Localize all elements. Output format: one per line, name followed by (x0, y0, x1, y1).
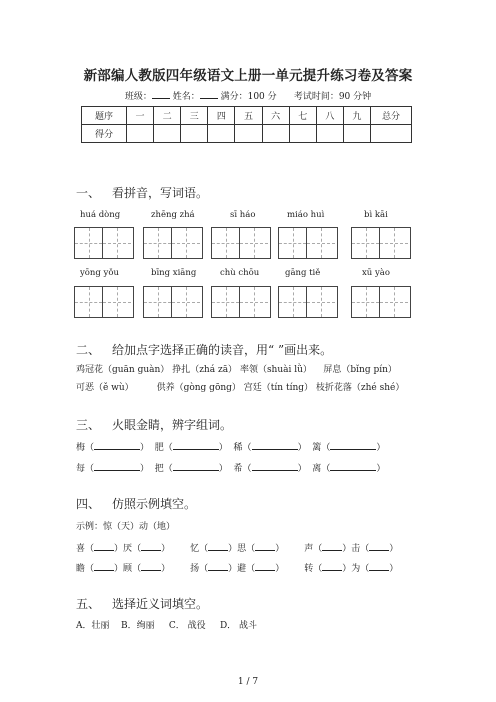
pinyin: miáo huì (287, 210, 325, 220)
option-c[interactable]: C． 战役 (168, 621, 206, 631)
score-header: 七 (289, 107, 316, 125)
section-2-heading (76, 341, 332, 358)
score-cell[interactable] (154, 125, 181, 143)
character: 瞻 (76, 564, 86, 574)
score-header: 三 (181, 107, 208, 125)
section-title: 给加点字选择正确的读音，用“ ”画出来。 (112, 343, 333, 357)
idiom-row-1: 喜（ ）厌（ ） 忆（ ）思（ ） 声（ ）击（ ） (76, 541, 398, 554)
score-header: 九 (343, 107, 370, 125)
section-number: 三、 (76, 418, 101, 432)
writing-box[interactable] (351, 227, 411, 259)
section-number: 四、 (76, 497, 101, 511)
name-blank[interactable] (200, 90, 218, 99)
section-title: 火眼金睛，辨字组词。 (112, 418, 233, 432)
writing-box[interactable] (278, 227, 338, 259)
character: 忆 (190, 544, 200, 554)
answer-blank[interactable] (255, 541, 275, 551)
reading-item[interactable]: 供养（gòng gōng） (156, 383, 241, 393)
answer-blank[interactable] (322, 541, 342, 551)
score-cell[interactable] (181, 125, 208, 143)
character: 把 (154, 464, 164, 474)
section-5-heading (76, 595, 208, 612)
answer-blank[interactable] (330, 440, 376, 450)
answer-blank[interactable] (322, 561, 342, 571)
idiom-row-2: 瞻（ ）顾（ ） 扬（ ）避（ ） 转（ ）为（ ） (76, 561, 398, 574)
answer-blank[interactable] (141, 541, 161, 551)
class-blank[interactable] (152, 90, 170, 99)
character: 转 (304, 564, 314, 574)
pinyin: chù chōu (220, 268, 260, 278)
answer-blank[interactable] (94, 541, 114, 551)
score-header-row (82, 107, 412, 125)
reading-item[interactable]: 宫廷（tín tíng） (243, 383, 314, 393)
exam-time: 考试时间：90 分钟 (293, 92, 372, 102)
score-header: 总分 (371, 107, 412, 125)
score-header: 一 (127, 107, 154, 125)
character: 厌 (123, 544, 133, 554)
word-group-row-2: 每（ ） 把（ ） 希（ ） 离（ ） (76, 461, 385, 474)
reading-item[interactable]: 挣扎（zhá zā） (172, 365, 238, 375)
pinyin: yōng yǒu (80, 268, 119, 278)
reading-item[interactable]: 鸡冠花（guān guàn） (76, 365, 170, 375)
class-label: 班级： (124, 92, 152, 102)
character: 肥 (154, 443, 164, 453)
character: 顾 (123, 564, 133, 574)
page-number: 1 / 7 (237, 677, 259, 687)
score-cell[interactable] (371, 125, 412, 143)
score-cell[interactable] (316, 125, 343, 143)
section-number: 一、 (76, 186, 101, 200)
page-title: 新部编人教版四年级语文上册一单元提升练习卷及答案 (83, 68, 413, 84)
pinyin: xū yào (362, 268, 390, 278)
reading-line-1 (76, 362, 397, 375)
writing-box[interactable] (143, 286, 203, 318)
word-group-row-1: 梅（ ） 肥（ ） 稀（ ） 篱（ ） (76, 440, 385, 453)
character: 击 (351, 544, 361, 554)
pinyin: bì kāi (364, 210, 388, 220)
section-4-heading (76, 495, 196, 512)
answer-blank[interactable] (369, 561, 389, 571)
answer-blank[interactable] (94, 461, 140, 471)
reading-item[interactable]: 屏息（bǐng pín） (323, 365, 397, 375)
character: 离 (312, 464, 322, 474)
section-1-heading (76, 184, 208, 201)
info-line (0, 89, 496, 102)
option-b[interactable]: B．绚丽 (120, 621, 155, 631)
answer-blank[interactable] (330, 461, 376, 471)
section-3-heading (76, 416, 232, 433)
answer-blank[interactable] (141, 561, 161, 571)
score-cell[interactable] (343, 125, 370, 143)
name-label: 姓名： (172, 92, 200, 102)
character: 避 (237, 564, 247, 574)
character: 每 (76, 464, 86, 474)
section-number: 二、 (76, 343, 101, 357)
character: 希 (233, 464, 243, 474)
character: 篱 (312, 443, 322, 453)
section-number: 五、 (76, 597, 101, 611)
score-cell[interactable] (235, 125, 262, 143)
pinyin: bīng xiāng (151, 268, 197, 278)
option-a[interactable]: A．壮丽 (76, 621, 110, 631)
option-d[interactable]: D． 战斗 (219, 621, 258, 631)
reading-line-2 (76, 380, 404, 393)
pinyin: zhēng zhá (151, 210, 195, 220)
score-table (81, 106, 412, 143)
score-header: 六 (262, 107, 289, 125)
character: 思 (237, 544, 247, 554)
character: 声 (304, 544, 314, 554)
score-header: 五 (235, 107, 262, 125)
answer-blank[interactable] (208, 541, 228, 551)
options-line (76, 618, 257, 631)
writing-box[interactable] (351, 286, 411, 318)
reading-item[interactable]: 率领（shuài lǜ） (239, 365, 312, 375)
full-score: 满分：100 分 (220, 92, 277, 102)
answer-blank[interactable] (252, 461, 298, 471)
pinyin: sī háo (230, 210, 256, 220)
answer-blank[interactable] (173, 440, 219, 450)
pinyin: gāng tiě (285, 268, 321, 278)
score-header: 四 (208, 107, 235, 125)
character: 梅 (76, 443, 86, 453)
section-title: 仿照示例填空。 (112, 497, 197, 511)
reading-item[interactable]: 枝折花落（zhé shé） (315, 383, 405, 393)
answer-blank[interactable] (369, 541, 389, 551)
score-value-row (82, 125, 412, 143)
answer-blank[interactable] (94, 440, 140, 450)
character: 喜 (76, 544, 86, 554)
score-cell[interactable] (127, 125, 154, 143)
writing-box[interactable] (211, 227, 271, 259)
answer-blank[interactable] (94, 561, 114, 571)
writing-box[interactable] (74, 286, 134, 318)
writing-box[interactable] (143, 227, 203, 259)
answer-blank[interactable] (173, 461, 219, 471)
score-cell[interactable] (208, 125, 235, 143)
reading-item[interactable]: 可恶（ě wù） (76, 383, 134, 393)
writing-box[interactable] (211, 286, 271, 318)
character: 扬 (190, 564, 200, 574)
score-header: 题序 (82, 107, 127, 125)
writing-box[interactable] (278, 286, 338, 318)
answer-blank[interactable] (255, 561, 275, 571)
section-title: 看拼音，写词语。 (112, 186, 209, 200)
writing-box[interactable] (74, 227, 134, 259)
score-cell[interactable] (289, 125, 316, 143)
score-header: 八 (316, 107, 343, 125)
score-header: 二 (154, 107, 181, 125)
section-title: 选择近义词填空。 (112, 597, 209, 611)
pinyin: huá dòng (80, 210, 121, 220)
character: 稀 (233, 443, 243, 453)
score-row-label: 得分 (82, 125, 127, 143)
score-cell[interactable] (262, 125, 289, 143)
example-line: 示例：惊（天）动（地） (76, 522, 176, 532)
answer-blank[interactable] (208, 561, 228, 571)
answer-blank[interactable] (252, 440, 298, 450)
character: 为 (351, 564, 361, 574)
